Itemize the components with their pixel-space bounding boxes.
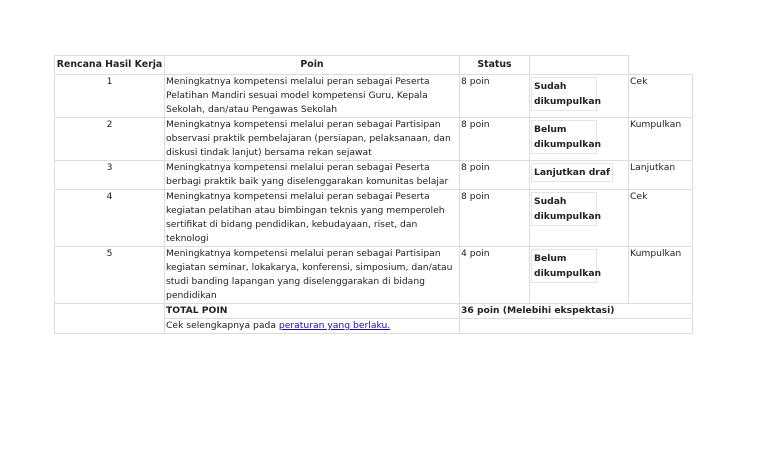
row-description: Meningkatnya kompetensi melalui peran sebagai Partisipan kegiatan seminar, lokakarya, konferensi, simposium, dan/atau studi banding lapangan yang diselenggarakan di bidang pendidikan [165,247,460,304]
status-badge: Belum dikumpulkan [531,120,597,154]
status-badge: Sudah dikumpulkan [531,77,597,111]
row-action-cek[interactable]: Cek [629,190,693,247]
row-action-cek[interactable]: Cek [629,75,693,118]
note-cell [165,319,460,334]
header-spacer [629,56,693,75]
total-empty-cell [55,304,165,334]
row-status-cell [530,247,629,304]
row-status-cell [530,75,629,118]
table-row [55,118,693,161]
table-row [55,161,693,190]
regulation-link[interactable]: peraturan yang berlaku. [278,320,391,331]
header-empty [530,56,629,75]
row-description: Meningkatnya kompetensi melalui peran sebagai Partisipan observasi praktik pembelajaran (persiapan, pelaksanaan, dan diskusi tindak lanjut) bersama rekan sejawat [165,118,460,161]
row-number: 2 [55,118,165,161]
total-label: TOTAL POIN [165,304,460,319]
row-poin: 4 poin [460,247,530,304]
table-row [55,190,693,247]
table-row [55,75,693,118]
row-action-kumpulkan[interactable]: Kumpulkan [629,118,693,161]
table-row [55,247,693,304]
row-number: 4 [55,190,165,247]
row-number: 1 [55,75,165,118]
table-header-row [55,56,693,75]
row-number: 5 [55,247,165,304]
row-poin: 8 poin [460,118,530,161]
status-badge: Lanjutkan draf [531,163,613,182]
row-number: 3 [55,161,165,190]
status-badge: Sudah dikumpulkan [531,192,597,226]
total-value: 36 poin (Melebihi ekspektasi) [460,304,693,319]
header-status: Status [460,56,530,75]
total-row [55,304,693,319]
row-description: Meningkatnya kompetensi melalui peran sebagai Peserta Pelatihan Mandiri sesuai model kompetensi Guru, Kepala Sekolah, dan/atau Pengawas Sekolah [165,75,460,118]
note-empty-cell [460,319,693,334]
row-poin: 8 poin [460,190,530,247]
header-rencana-hasil-kerja: Rencana Hasil Kerja [55,56,165,75]
row-action-kumpulkan[interactable]: Kumpulkan [629,247,693,304]
row-description: Meningkatnya kompetensi melalui peran sebagai Peserta kegiatan pelatihan atau bimbingan teknis yang memperoleh sertifikat di bidang pendidikan, kebudayaan, riset, dan teknologi [165,190,460,247]
row-status-cell [530,190,629,247]
header-poin: Poin [165,56,460,75]
status-badge: Belum dikumpulkan [531,249,597,283]
row-poin: 8 poin [460,161,530,190]
row-poin: 8 poin [460,75,530,118]
note-text: Cek selengkapnya pada [166,320,279,331]
row-action-lanjutkan[interactable]: Lanjutkan [629,161,693,190]
row-status-cell [530,161,629,190]
row-status-cell [530,118,629,161]
rencana-hasil-kerja-table [54,55,693,334]
row-description: Meningkatnya kompetensi melalui peran sebagai Peserta berbagi praktik baik yang diselenggarakan komunitas belajar [165,161,460,190]
